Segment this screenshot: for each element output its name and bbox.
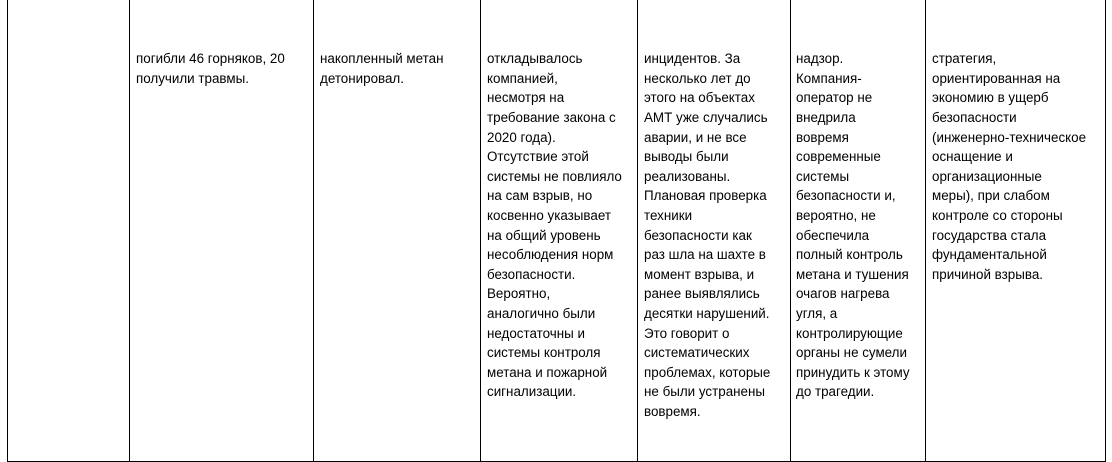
cell-text-col6: надзор. Компания- оператор не внедрила вовремя современные системы безопасности и, вероятно, не обеспечила полный контроль метана и тушения очагов нагрева угля, а контролирующие органы не сумели принудить к этому до трагедии. — [796, 51, 910, 400]
table-cell-root-cause — [926, 0, 1106, 461]
table-cell-empty — [8, 0, 130, 461]
table-cell-incident-history — [638, 0, 791, 461]
cell-text-col4: откладывалось компанией, несмотря на требование закона с 2020 года). Отсутствие этой системы не повлияло на сам взрыв, но косвенно указывает на общий уровень несоблюдения норм безопасности. Вероятно, аналогично были недостаточны и системы контроля метана и пожарной сигнализации. — [487, 51, 622, 400]
table-row — [8, 0, 1106, 461]
table-cell-safety-systems — [481, 0, 638, 461]
table-cell-mechanism — [314, 0, 481, 461]
table-cell-consequences — [130, 0, 314, 461]
cell-text-col3: накопленный метан детонировал. — [320, 51, 444, 86]
cell-text-col2: погибли 46 горняков, 20 получили травмы. — [136, 51, 285, 86]
table-cell-oversight — [791, 0, 926, 461]
cell-text-col5: инцидентов. За несколько лет до этого на объектах АМТ уже случались аварии, и не все выводы были реализованы. Плановая проверка техники безопасности как раз шла на шахте в момент взрыва, и ранее выявлялись десятки нарушений. Это говорит о систематических проблемах, которые не были устранены вовремя. — [644, 51, 771, 419]
cell-text-col7: стратегия, ориентированная на экономию в ущерб безопасности (инженерно-техническое оснащение и организационные меры), при слабом контроле со стороны государства стала фундаментальной причиной взрыва. — [932, 51, 1087, 282]
incident-analysis-table — [7, 0, 1106, 462]
